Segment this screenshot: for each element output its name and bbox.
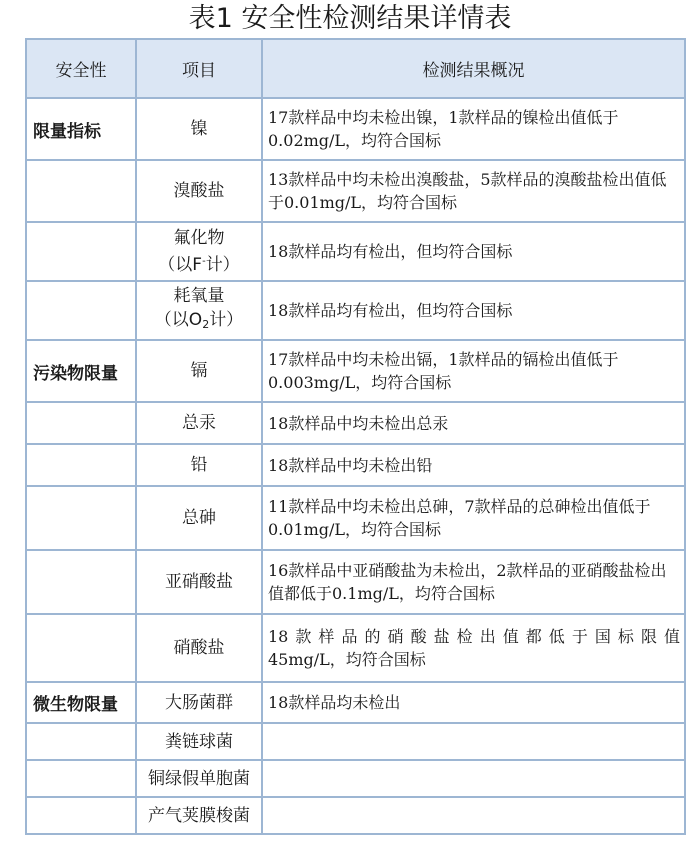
table-header-row bbox=[26, 39, 685, 98]
table-row bbox=[26, 98, 685, 160]
result-cell: 17款样品中均未检出镉，1款样品的镉检出值低于0.003mg/L，均符合国标 bbox=[262, 340, 685, 402]
result-cell: 18款样品中均未检出铅 bbox=[262, 444, 685, 486]
item-cell: 铜绿假单胞菌 bbox=[136, 760, 262, 797]
header-category: 安全性 bbox=[26, 39, 136, 98]
item-cell: 硝酸盐 bbox=[136, 614, 262, 682]
item-cell: 产气荚膜梭菌 bbox=[136, 797, 262, 834]
result-cell: 13款样品中均未检出溴酸盐，5款样品的溴酸盐检出值低于0.01mg/L，均符合国标 bbox=[262, 160, 685, 222]
item-note: （以$O_2$计） bbox=[154, 310, 244, 331]
table-row bbox=[26, 281, 685, 340]
item-cell: 镍 bbox=[136, 98, 262, 160]
result-cell bbox=[262, 760, 685, 797]
result-cell: 16款样品中亚硝酸盐为未检出，2款样品的亚硝酸盐检出值都低于0.1mg/L，均符合国标 bbox=[262, 550, 685, 614]
result-cell: 18款样品均有检出，但均符合国标 bbox=[262, 222, 685, 281]
safety-results-table bbox=[25, 38, 686, 835]
category-cell bbox=[26, 281, 136, 340]
category-cell bbox=[26, 160, 136, 222]
item-cell: 铅 bbox=[136, 444, 262, 486]
table-row bbox=[26, 723, 685, 760]
category-cell bbox=[26, 402, 136, 444]
item-cell: 总汞 bbox=[136, 402, 262, 444]
table-row bbox=[26, 402, 685, 444]
category-cell bbox=[26, 550, 136, 614]
category-cell bbox=[26, 760, 136, 797]
header-item: 项目 bbox=[136, 39, 262, 98]
category-cell bbox=[26, 486, 136, 550]
result-cell bbox=[262, 614, 685, 682]
result-cell: 18款样品中均未检出总汞 bbox=[262, 402, 685, 444]
result-cell bbox=[262, 797, 685, 834]
category-cell bbox=[26, 444, 136, 486]
header-result: 检测结果概况 bbox=[262, 39, 685, 98]
result-cell bbox=[262, 723, 685, 760]
table-row bbox=[26, 550, 685, 614]
table-row bbox=[26, 160, 685, 222]
item-cell bbox=[136, 222, 262, 281]
category-cell: 限量指标 bbox=[26, 98, 136, 160]
table-title: 表1 安全性检测结果详情表 bbox=[188, 3, 512, 34]
category-cell: 污染物限量 bbox=[26, 340, 136, 402]
table-row bbox=[26, 444, 685, 486]
category-cell bbox=[26, 614, 136, 682]
item-cell: 大肠菌群 bbox=[136, 682, 262, 723]
item-cell: 总砷 bbox=[136, 486, 262, 550]
category-cell bbox=[26, 797, 136, 834]
item-cell: 粪链球菌 bbox=[136, 723, 262, 760]
item-cell: 溴酸盐 bbox=[136, 160, 262, 222]
table-row bbox=[26, 614, 685, 682]
table-row bbox=[26, 797, 685, 834]
result-line: 45mg/L，均符合国标 bbox=[268, 650, 426, 669]
item-cell: 镉 bbox=[136, 340, 262, 402]
table-row bbox=[26, 682, 685, 723]
category-cell bbox=[26, 222, 136, 281]
item-cell bbox=[136, 281, 262, 340]
item-note: （以F-计） bbox=[158, 255, 240, 275]
result-cell: 18款样品均未检出 bbox=[262, 682, 685, 723]
category-cell: 微生物限量 bbox=[26, 682, 136, 723]
table-row bbox=[26, 222, 685, 281]
table-row bbox=[26, 760, 685, 797]
result-cell: 11款样品中均未检出总砷，7款样品的总砷检出值低于0.01mg/L，均符合国标 bbox=[262, 486, 685, 550]
result-cell: 18款样品均有检出，但均符合国标 bbox=[262, 281, 685, 340]
item-name: 氟化物 bbox=[173, 228, 225, 248]
item-cell: 亚硝酸盐 bbox=[136, 550, 262, 614]
category-cell bbox=[26, 723, 136, 760]
result-cell: 17款样品中均未检出镍，1款样品的镍检出值低于0.02mg/L，均符合国标 bbox=[262, 98, 685, 160]
table-row bbox=[26, 340, 685, 402]
table-row bbox=[26, 486, 685, 550]
result-line: 18款样品的硝酸盐检出值都低于国标限值 bbox=[268, 627, 680, 646]
item-name: 耗氧量 bbox=[173, 286, 225, 306]
